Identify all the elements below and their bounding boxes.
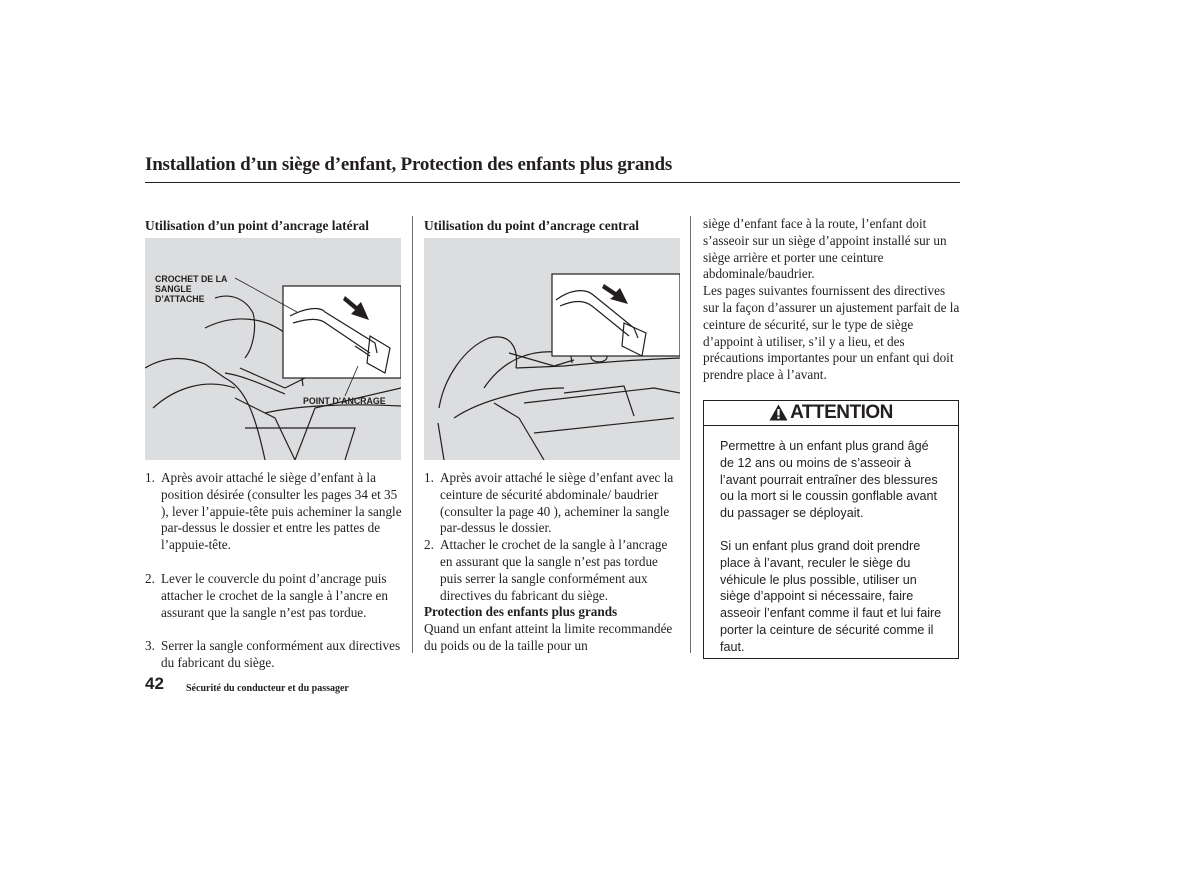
warning-text: Si un enfant plus grand doit prendre place à l’avant, reculer le siège du véhicule le plus possible, utiliser un siège d’appoint si nécessaire, faire asseoir l’enfant comme il faut et lui faire porter la ceinture de sécurité comme il faut. xyxy=(720,538,942,654)
center-anchor-illustration xyxy=(424,238,680,460)
warning-text: Permettre à un enfant plus grand âgé de 12 ans ou moins de s’asseoir à l’avant pourrait entraîner des blessures ou la mort si le coussin gonflable avant du passager se déployait. xyxy=(720,439,938,521)
column-side-anchor xyxy=(145,216,403,689)
center-anchor-heading: Utilisation du point d’ancrage central xyxy=(424,218,639,233)
older-children-text: Quand un enfant atteint la limite recommandée du poids ou de la taille pour un xyxy=(424,621,673,653)
title-divider xyxy=(145,182,960,183)
side-anchor-steps xyxy=(145,470,403,672)
list-item: 2. Lever le couvercle du point d’ancrage puis attacher le crochet de la sangle à l’ancre en assurant que la sangle n’est pas tordue. xyxy=(145,570,388,620)
list-item: 2. Attacher le crochet de la sangle à l’ancrage en assurant que la sangle n’est pas tordue puis serrer la sangle conformément aux directives du fabricant du siège. xyxy=(424,537,668,603)
list-item: 3. Serrer la sangle conformément aux directives du fabricant du siège. xyxy=(145,638,401,671)
side-anchor-drawing xyxy=(145,238,401,460)
column-continued xyxy=(703,216,961,384)
column-divider xyxy=(690,216,691,653)
center-anchor-drawing xyxy=(424,238,680,460)
center-anchor-steps xyxy=(424,470,682,604)
column-divider xyxy=(412,216,413,653)
list-item: 1. Après avoir attaché le siège d’enfant avec la ceinture de sécurité abdominale/ baudrier (consulter la page 40 ), acheminer la sangle par-dessus le dossier. xyxy=(424,470,674,536)
warning-icon xyxy=(769,404,788,421)
warning-header xyxy=(704,401,958,426)
page-title: Installation d’un siège d’enfant, Protection des enfants plus grands xyxy=(145,154,673,175)
side-anchor-illustration xyxy=(145,238,401,460)
warning-box xyxy=(703,400,959,659)
side-anchor-heading: Utilisation d’un point d’ancrage latéral xyxy=(145,218,369,233)
hook-callout: CROCHET DE LA SANGLE D’ATTACHE xyxy=(155,274,228,304)
booster-text: siège d’enfant face à la route, l’enfant doit s’asseoir sur un siège d’appoint installé sur un siège arrière et porter une ceinture abdominale/baudrier. xyxy=(703,216,947,282)
anchor-callout: POINT D’ANCRAGE xyxy=(303,396,386,406)
guidelines-text: Les pages suivantes fournissent des directives sur la façon d’assurer un ajustement parfait de la ceinture de sécurité, sur le type de siège d’appoint à utiliser, s’il y a lieu, et des précautions importantes pour un enfant qui doit prendre place à l’avant. xyxy=(703,283,960,383)
column-center-anchor xyxy=(424,216,682,655)
warning-body xyxy=(704,426,958,656)
page-number: 42 xyxy=(145,674,164,693)
list-item: 1. Après avoir attaché le siège d’enfant à la position désirée (consulter les pages 34 et 35 ), lever l’appuie-tête puis acheminer la sangle par-dessus le dossier et entre les pattes de l’appuie-tête. xyxy=(145,470,402,553)
older-children-heading: Protection des enfants plus grands xyxy=(424,604,618,620)
section-footer: Sécurité du conducteur et du passager xyxy=(186,683,349,694)
warning-title: ATTENTION xyxy=(790,402,893,423)
